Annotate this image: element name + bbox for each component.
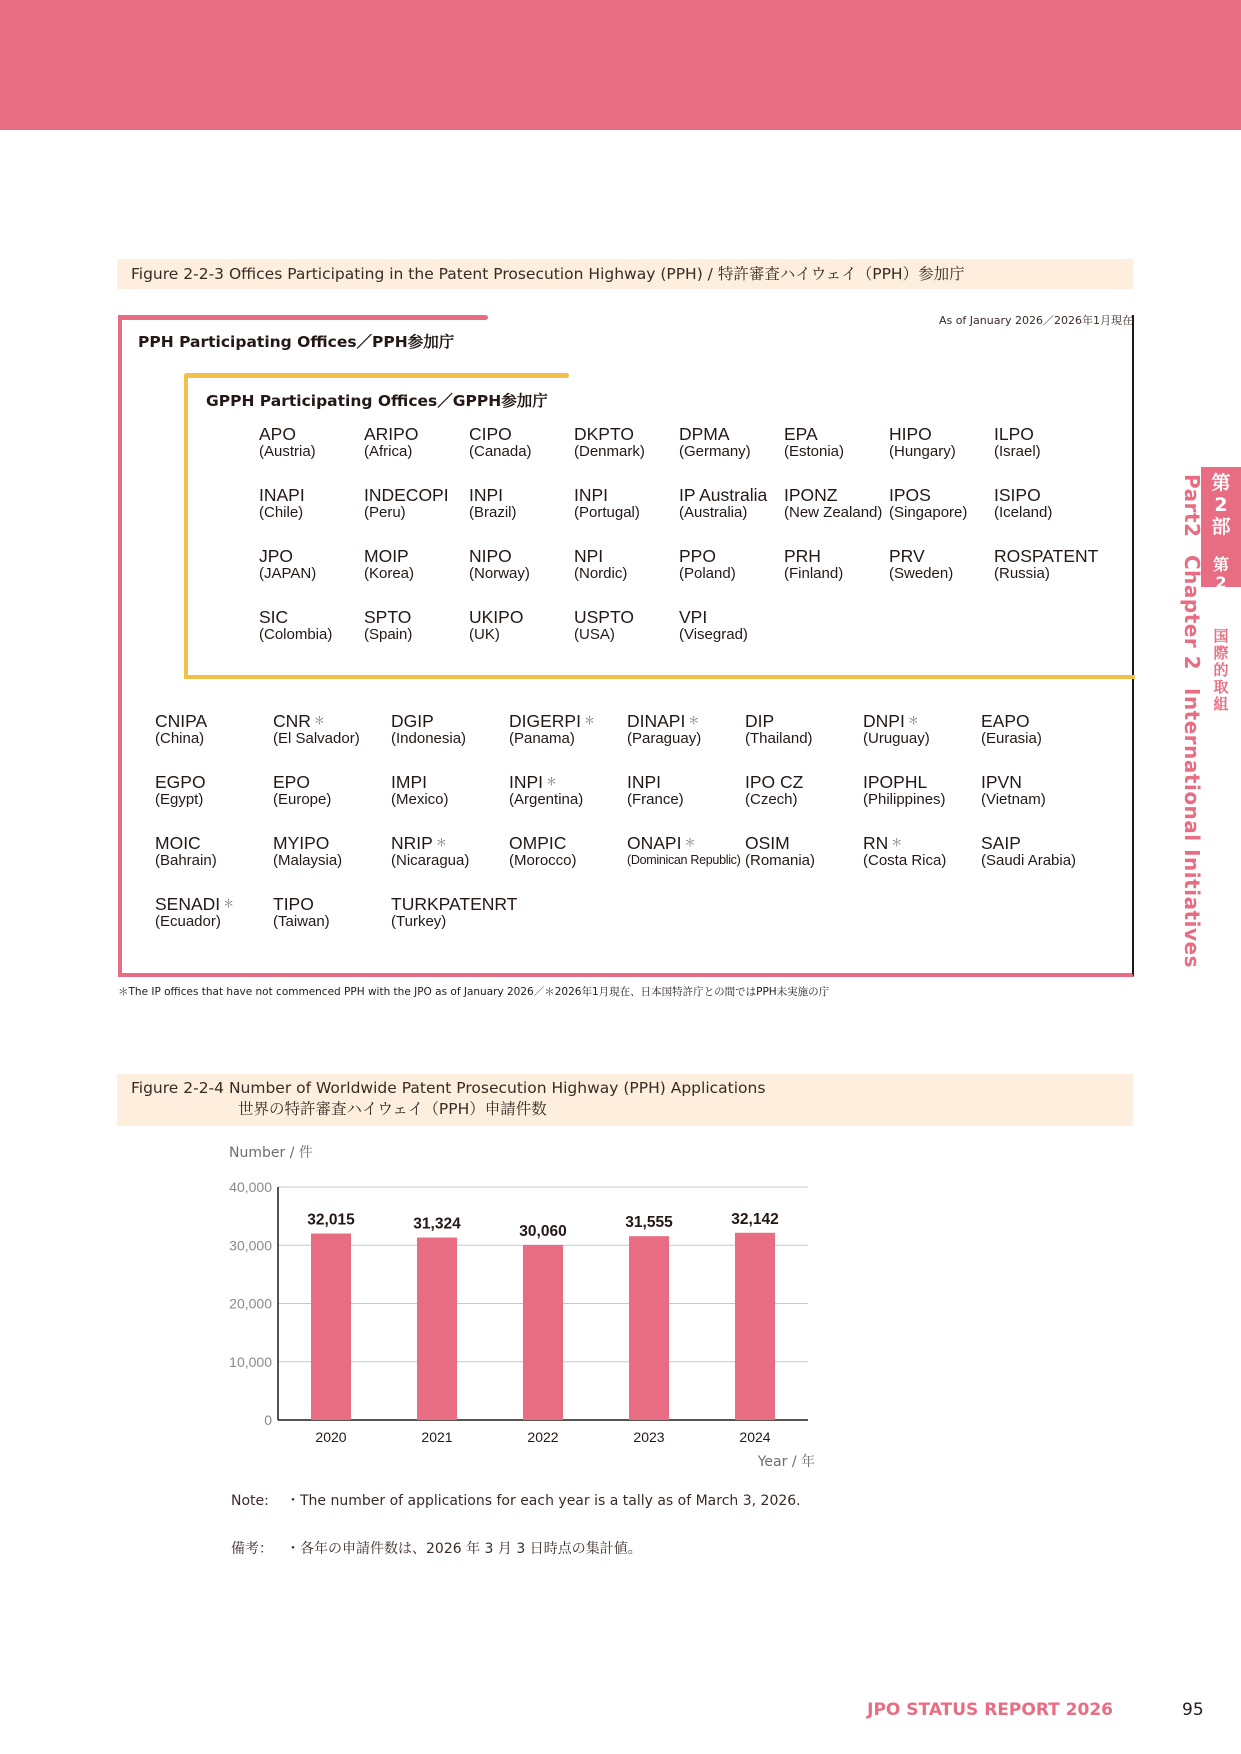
office-abbr: ISIPO — [994, 485, 1041, 505]
office-abbr: NPI — [574, 546, 604, 566]
office-abbr: TIPO — [273, 894, 314, 914]
side-chapter-jp-text: 第 2 章 — [1212, 555, 1229, 610]
office-country: (UK) — [469, 626, 500, 643]
office-country: (Eurasia) — [981, 730, 1042, 747]
office-abbr: SIC — [259, 607, 289, 627]
office-abbr: TURKPATENRT — [391, 894, 518, 914]
office-country: (Austria) — [259, 443, 316, 460]
office-abbr: EAPO — [981, 711, 1030, 731]
y-tick-label: 40,000 — [229, 1179, 272, 1195]
side-part-jp-text: 第 2 部 — [1211, 472, 1231, 538]
not-commenced-mark: ＊ — [907, 715, 919, 727]
office-country: (Colombia) — [259, 626, 333, 643]
office-country: (Peru) — [364, 504, 406, 521]
bar — [311, 1234, 351, 1420]
side-title-en: International Initiatives — [1180, 687, 1204, 968]
office-abbr: DKPTO — [574, 424, 634, 444]
office-abbr: INPI — [469, 485, 504, 505]
office-country: (Australia) — [679, 504, 748, 521]
note-en-text: ・The number of applications for each year is a tally as of March 3, 2026. — [286, 1493, 801, 1509]
office-abbr: CNR ＊ — [273, 711, 325, 731]
office-country: (Chile) — [259, 504, 304, 521]
office-abbr: IP Australia — [679, 485, 768, 505]
figure-2-2-4-title-en: Figure 2-2-4 Number of Worldwide Patent Prosecution Highway (PPH) Applications — [131, 1079, 766, 1097]
office-country: (Visegrad) — [679, 626, 748, 643]
office-abbr: APO — [259, 424, 296, 444]
x-tick-label: 2020 — [315, 1429, 347, 1445]
side-en-label — [1180, 474, 1204, 978]
office-abbr: EPO — [273, 772, 310, 792]
office-country: (USA) — [574, 626, 615, 643]
office-country: (El Salvador) — [273, 730, 360, 747]
office-country: (Denmark) — [574, 443, 645, 460]
office-abbr: INPI ＊ — [509, 772, 558, 792]
office-abbr: IPVN — [981, 772, 1022, 792]
office-abbr: CIPO — [469, 424, 512, 444]
office-country: (Norway) — [469, 565, 530, 582]
office-abbr: USPTO — [574, 607, 634, 627]
x-axis-label: Year / 年 — [757, 1454, 815, 1470]
not-commenced-mark: ＊ — [688, 715, 700, 727]
office-abbr: INPI — [627, 772, 662, 792]
side-part-jp — [1205, 472, 1237, 538]
bar — [629, 1236, 669, 1420]
office-abbr: IPONZ — [784, 485, 838, 505]
office-country: (France) — [627, 791, 684, 808]
office-country: (Panama) — [509, 730, 575, 747]
office-abbr: UKIPO — [469, 607, 524, 627]
x-tick-label: 2022 — [527, 1429, 559, 1445]
page-number: 95 — [1182, 1700, 1204, 1720]
office-country: (Korea) — [364, 565, 415, 582]
office-abbr: VPI — [679, 607, 708, 627]
office-country: (Canada) — [469, 443, 532, 460]
figure-2-2-3-title: Figure 2-2-3 Offices Participating in the Patent Prosecution Highway (PPH) / 特許審査ハイウェイ（PPH）参加庁 — [117, 259, 1133, 289]
not-commenced-mark: ＊ — [684, 837, 696, 849]
note-jp-text: ・各年の申請件数は、2026 年 3 月 3 日時点の集計値。 — [286, 1541, 642, 1557]
office-country: (Romania) — [745, 852, 816, 869]
office-country: (Poland) — [679, 565, 736, 582]
office-country: (Israel) — [994, 443, 1041, 460]
x-tick-label: 2023 — [633, 1429, 665, 1445]
side-part-en: Part2 — [1180, 474, 1204, 538]
office-country: (Mexico) — [391, 791, 449, 808]
gpph-heading: GPPH Participating Offices／GPPH参加庁 — [206, 392, 548, 410]
y-tick-label: 20,000 — [229, 1295, 272, 1312]
data-label: 32,015 — [307, 1211, 355, 1229]
bar — [523, 1245, 563, 1420]
office-abbr: RN ＊ — [863, 833, 903, 853]
pph-footnote: ＊The IP offices that have not commenced PPH with the JPO as of January 2026／＊2026年1月現在、日本国特許庁との間ではPPH未実施の庁 — [118, 986, 830, 998]
office-abbr: NIPO — [469, 546, 512, 566]
not-commenced-mark: ＊ — [583, 715, 595, 727]
office-country: (Czech) — [745, 791, 798, 808]
note-jp — [231, 1538, 642, 1558]
pph-heading: PPH Participating Offices／PPH参加庁 — [138, 333, 455, 351]
office-country: (Bahrain) — [155, 852, 217, 869]
not-commenced-mark: ＊ — [891, 837, 903, 849]
note-jp-label: 備考： — [231, 1541, 273, 1557]
office-abbr: INDECOPI — [364, 485, 449, 505]
office-country: (Indonesia) — [391, 730, 467, 747]
office-country: (Sweden) — [889, 565, 954, 582]
office-abbr: IPO CZ — [745, 772, 804, 792]
office-abbr: IMPI — [391, 772, 427, 792]
data-label: 31,324 — [413, 1215, 461, 1233]
office-country: (JAPAN) — [259, 565, 317, 582]
y-tick-label: 0 — [264, 1412, 272, 1428]
office-country: (Paraguay) — [627, 730, 702, 747]
office-country: (Thailand) — [745, 730, 813, 747]
as-of-date: As of January 2026／2026年1月現在 — [938, 314, 1133, 327]
office-country: (Philippines) — [863, 791, 946, 808]
office-abbr: DPMA — [679, 424, 730, 444]
office-country: (Hungary) — [889, 443, 956, 460]
office-abbr: ILPO — [994, 424, 1034, 444]
office-country: (Ecuador) — [155, 913, 221, 930]
office-abbr: DIP — [745, 711, 775, 731]
office-abbr: SAIP — [981, 833, 1021, 853]
office-country: (Costa Rica) — [863, 852, 947, 869]
office-abbr: EGPO — [155, 772, 206, 792]
note-en-label: Note: — [231, 1493, 269, 1509]
side-title-jp-text: 国 際 的 取 組 — [1213, 627, 1229, 713]
office-country: (Spain) — [364, 626, 413, 643]
office-abbr: IPOS — [889, 485, 931, 505]
x-tick-label: 2021 — [421, 1429, 453, 1445]
office-country: (Dominican Republic) — [627, 853, 741, 867]
office-abbr: MOIC — [155, 833, 201, 853]
office-country: (Brazil) — [469, 504, 517, 521]
office-country: (Germany) — [679, 443, 751, 460]
office-abbr: PRV — [889, 546, 925, 566]
not-commenced-mark: ＊ — [435, 837, 447, 849]
office-country: (Turkey) — [391, 913, 447, 930]
office-abbr: MOIP — [364, 546, 409, 566]
office-abbr: DGIP — [391, 711, 434, 731]
office-abbr: SPTO — [364, 607, 412, 627]
office-abbr: INPI — [574, 485, 609, 505]
office-abbr: EPA — [784, 424, 818, 444]
office-abbr: OMPIC — [509, 833, 567, 853]
office-country: (Saudi Arabia) — [981, 852, 1077, 869]
office-abbr: DNPI ＊ — [863, 711, 919, 731]
data-label: 31,555 — [625, 1214, 673, 1232]
not-commenced-mark: ＊ — [313, 715, 325, 727]
office-country: (Nordic) — [574, 565, 628, 582]
office-abbr: PPO — [679, 546, 716, 566]
not-commenced-mark: ＊ — [546, 776, 558, 788]
side-chapter-jp — [1205, 556, 1237, 610]
office-abbr: OSIM — [745, 833, 790, 853]
office-country: (Estonia) — [784, 443, 845, 460]
office-country: (China) — [155, 730, 205, 747]
office-country: (Taiwan) — [273, 913, 330, 930]
data-label: 30,060 — [519, 1222, 567, 1240]
x-tick-label: 2024 — [739, 1429, 771, 1445]
office-abbr: JPO — [259, 546, 294, 566]
bar — [735, 1233, 775, 1420]
office-country: (Singapore) — [889, 504, 968, 521]
office-country: (Iceland) — [994, 504, 1053, 521]
office-abbr: IPOPHL — [863, 772, 928, 792]
office-country: (Uruguay) — [863, 730, 930, 747]
figure-2-2-4-title-jp: 世界の特許審査ハイウェイ（PPH）申請件数 — [238, 1100, 547, 1118]
office-abbr: PRH — [784, 546, 821, 566]
office-abbr: INAPI — [259, 485, 305, 505]
y-axis-label: Number / 件 — [229, 1145, 313, 1161]
bar — [417, 1238, 457, 1420]
data-label: 32,142 — [731, 1210, 779, 1228]
office-country: (New Zealand) — [784, 504, 883, 521]
office-country: (Nicaragua) — [391, 852, 470, 869]
office-abbr: ONAPI ＊ — [627, 833, 696, 853]
not-commenced-mark: ＊ — [223, 898, 235, 910]
office-country: (Egypt) — [155, 791, 204, 808]
office-abbr: DIGERPI ＊ — [509, 711, 595, 731]
office-abbr: ARIPO — [364, 424, 419, 444]
office-abbr: MYIPO — [273, 833, 330, 853]
office-abbr: NRIP ＊ — [391, 833, 447, 853]
office-country: (Portugal) — [574, 504, 640, 521]
office-abbr: CNIPA — [155, 711, 208, 731]
y-tick-label: 10,000 — [229, 1353, 272, 1370]
office-country: (Malaysia) — [273, 852, 343, 869]
side-title-jp — [1205, 628, 1237, 713]
y-tick-label: 30,000 — [229, 1237, 272, 1254]
office-country: (Finland) — [784, 565, 844, 582]
office-country: (Vietnam) — [981, 791, 1046, 808]
office-country: (Morocco) — [509, 852, 577, 869]
note-en — [231, 1490, 801, 1510]
report-title: JPO STATUS REPORT 2026 — [867, 1700, 1113, 1720]
office-abbr: DINAPI ＊ — [627, 711, 700, 731]
office-country: (Argentina) — [509, 791, 584, 808]
office-abbr: HIPO — [889, 424, 932, 444]
office-abbr: ROSPATENT — [994, 546, 1099, 566]
office-country: (Russia) — [994, 565, 1050, 582]
side-chapter-en: Chapter 2 — [1180, 554, 1204, 671]
office-country: (Europe) — [273, 791, 332, 808]
office-abbr: SENADI ＊ — [155, 894, 235, 914]
office-country: (Africa) — [364, 443, 413, 460]
